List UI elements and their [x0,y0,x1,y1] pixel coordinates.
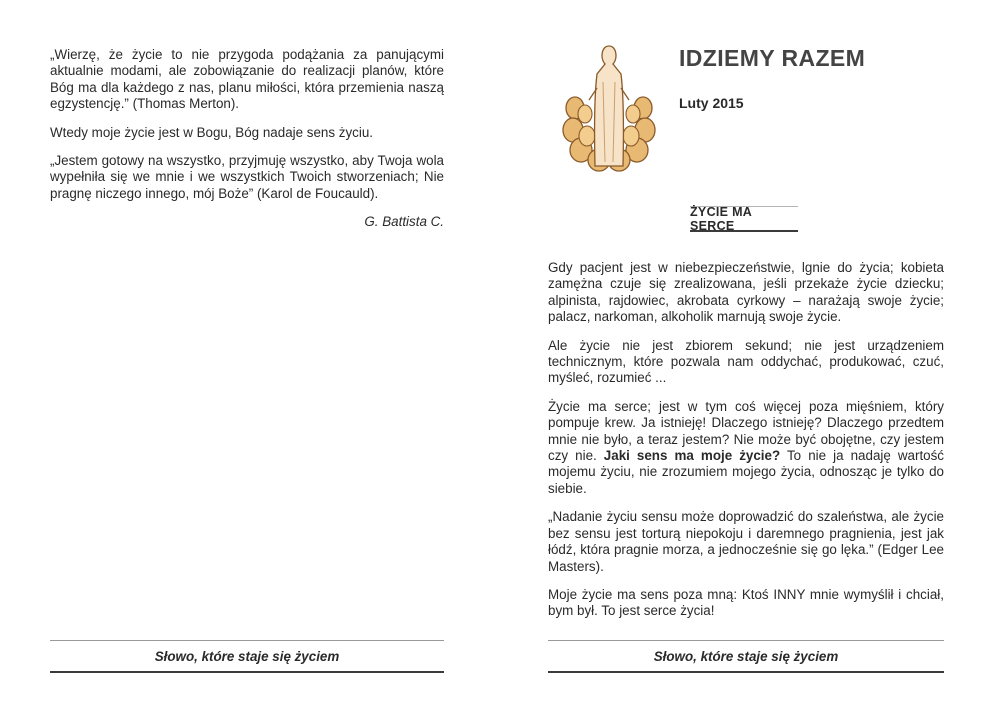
left-footer-text: Słowo, które staje się życiem [154,648,340,664]
foucauld-quote: „Jestem gotowy na wszystko, przyjmuję wszystko, aby Twoja wola wypełniła się we mnie i we wszystkich Twoich stworzeniach; Nie pragnę niczego innego, mój Boże” (Karol de Foucauld). [50,153,444,201]
right-footer-text: Słowo, które staje się życiem [653,648,839,664]
left-footer [50,640,444,673]
left-page-text [50,47,444,230]
heart-paragraph-question: Jaki sens ma moje życie? [603,448,781,464]
jesus-with-crowd-illustration [561,42,657,172]
section-heading [690,206,798,232]
heart-paragraph-end: To nie ja nadaję wartość mojemu życiu, nie zrozumiem mojego życia, odnosząc je tylko do siebie. [548,448,945,496]
heart-paragraph [548,399,944,497]
closing-paragraph: Moje życie ma sens poza mną: Ktoś INNY mnie wymyślił i chciał, bym był. To jest serce życia! [548,586,944,619]
right-footer [548,640,944,673]
section-heading-text: ŻYCIE MA SERCE [690,204,752,233]
issue-date: Luty 2015 [679,95,744,111]
heart-paragraph-start: Życie ma serce; jest w tym coś więcej poza mięśniem, który pompuje krew. Ja istnieję! Dlaczego istnieję? Dlaczego przedtem mnie nie było, a teraz jestem? Nie może być obojętne, czy jestem czy nie. [548,398,944,464]
right-page-text [548,260,944,632]
right-page [548,0,944,702]
patient-paragraph: Gdy pacjent jest w niebezpieczeństwie, lgnie do życia; kobieta zamężna czuje się zrealizowana, jeśli przekaże życie dziecku; alpinista, rajdowiec, akrobata cyrkowy – narażają swoje życie; palacz, narkoman, alkoholik marnują swoje życie. [548,260,944,325]
seconds-paragraph: Ale życie nie jest zbiorem sekund; nie jest urządzeniem technicznym, które pozwala nam oddychać, produkować, czuć, myśleć, rozumieć ... [548,337,944,386]
life-in-god-paragraph: Wtedy moje życie jest w Bogu, Bóg nadaje sens życiu. [50,124,374,140]
merton-quote: „Wierzę, że życie to nie przygoda podążania za panującymi aktualnie modami, ale zobowiązanie do realizacji planów, które Bóg ma dla każdego z nas, planu miłości, która przemienia naszą egzystencję.” (Thomas Merton). [50,47,444,112]
author-signature: G. Battista C. [364,214,444,230]
left-page [50,0,444,702]
publication-title: IDZIEMY RAZEM [679,45,866,71]
masters-quote: „Nadanie życiu sensu może doprowadzić do szaleństwa, ale życie bez sensu jest torturą niepokoju i daremnego pragnienia, jest jak łódź, która pragnie morza, a jednocześnie się go lęka.” (Edger Lee Masters). [548,509,944,574]
